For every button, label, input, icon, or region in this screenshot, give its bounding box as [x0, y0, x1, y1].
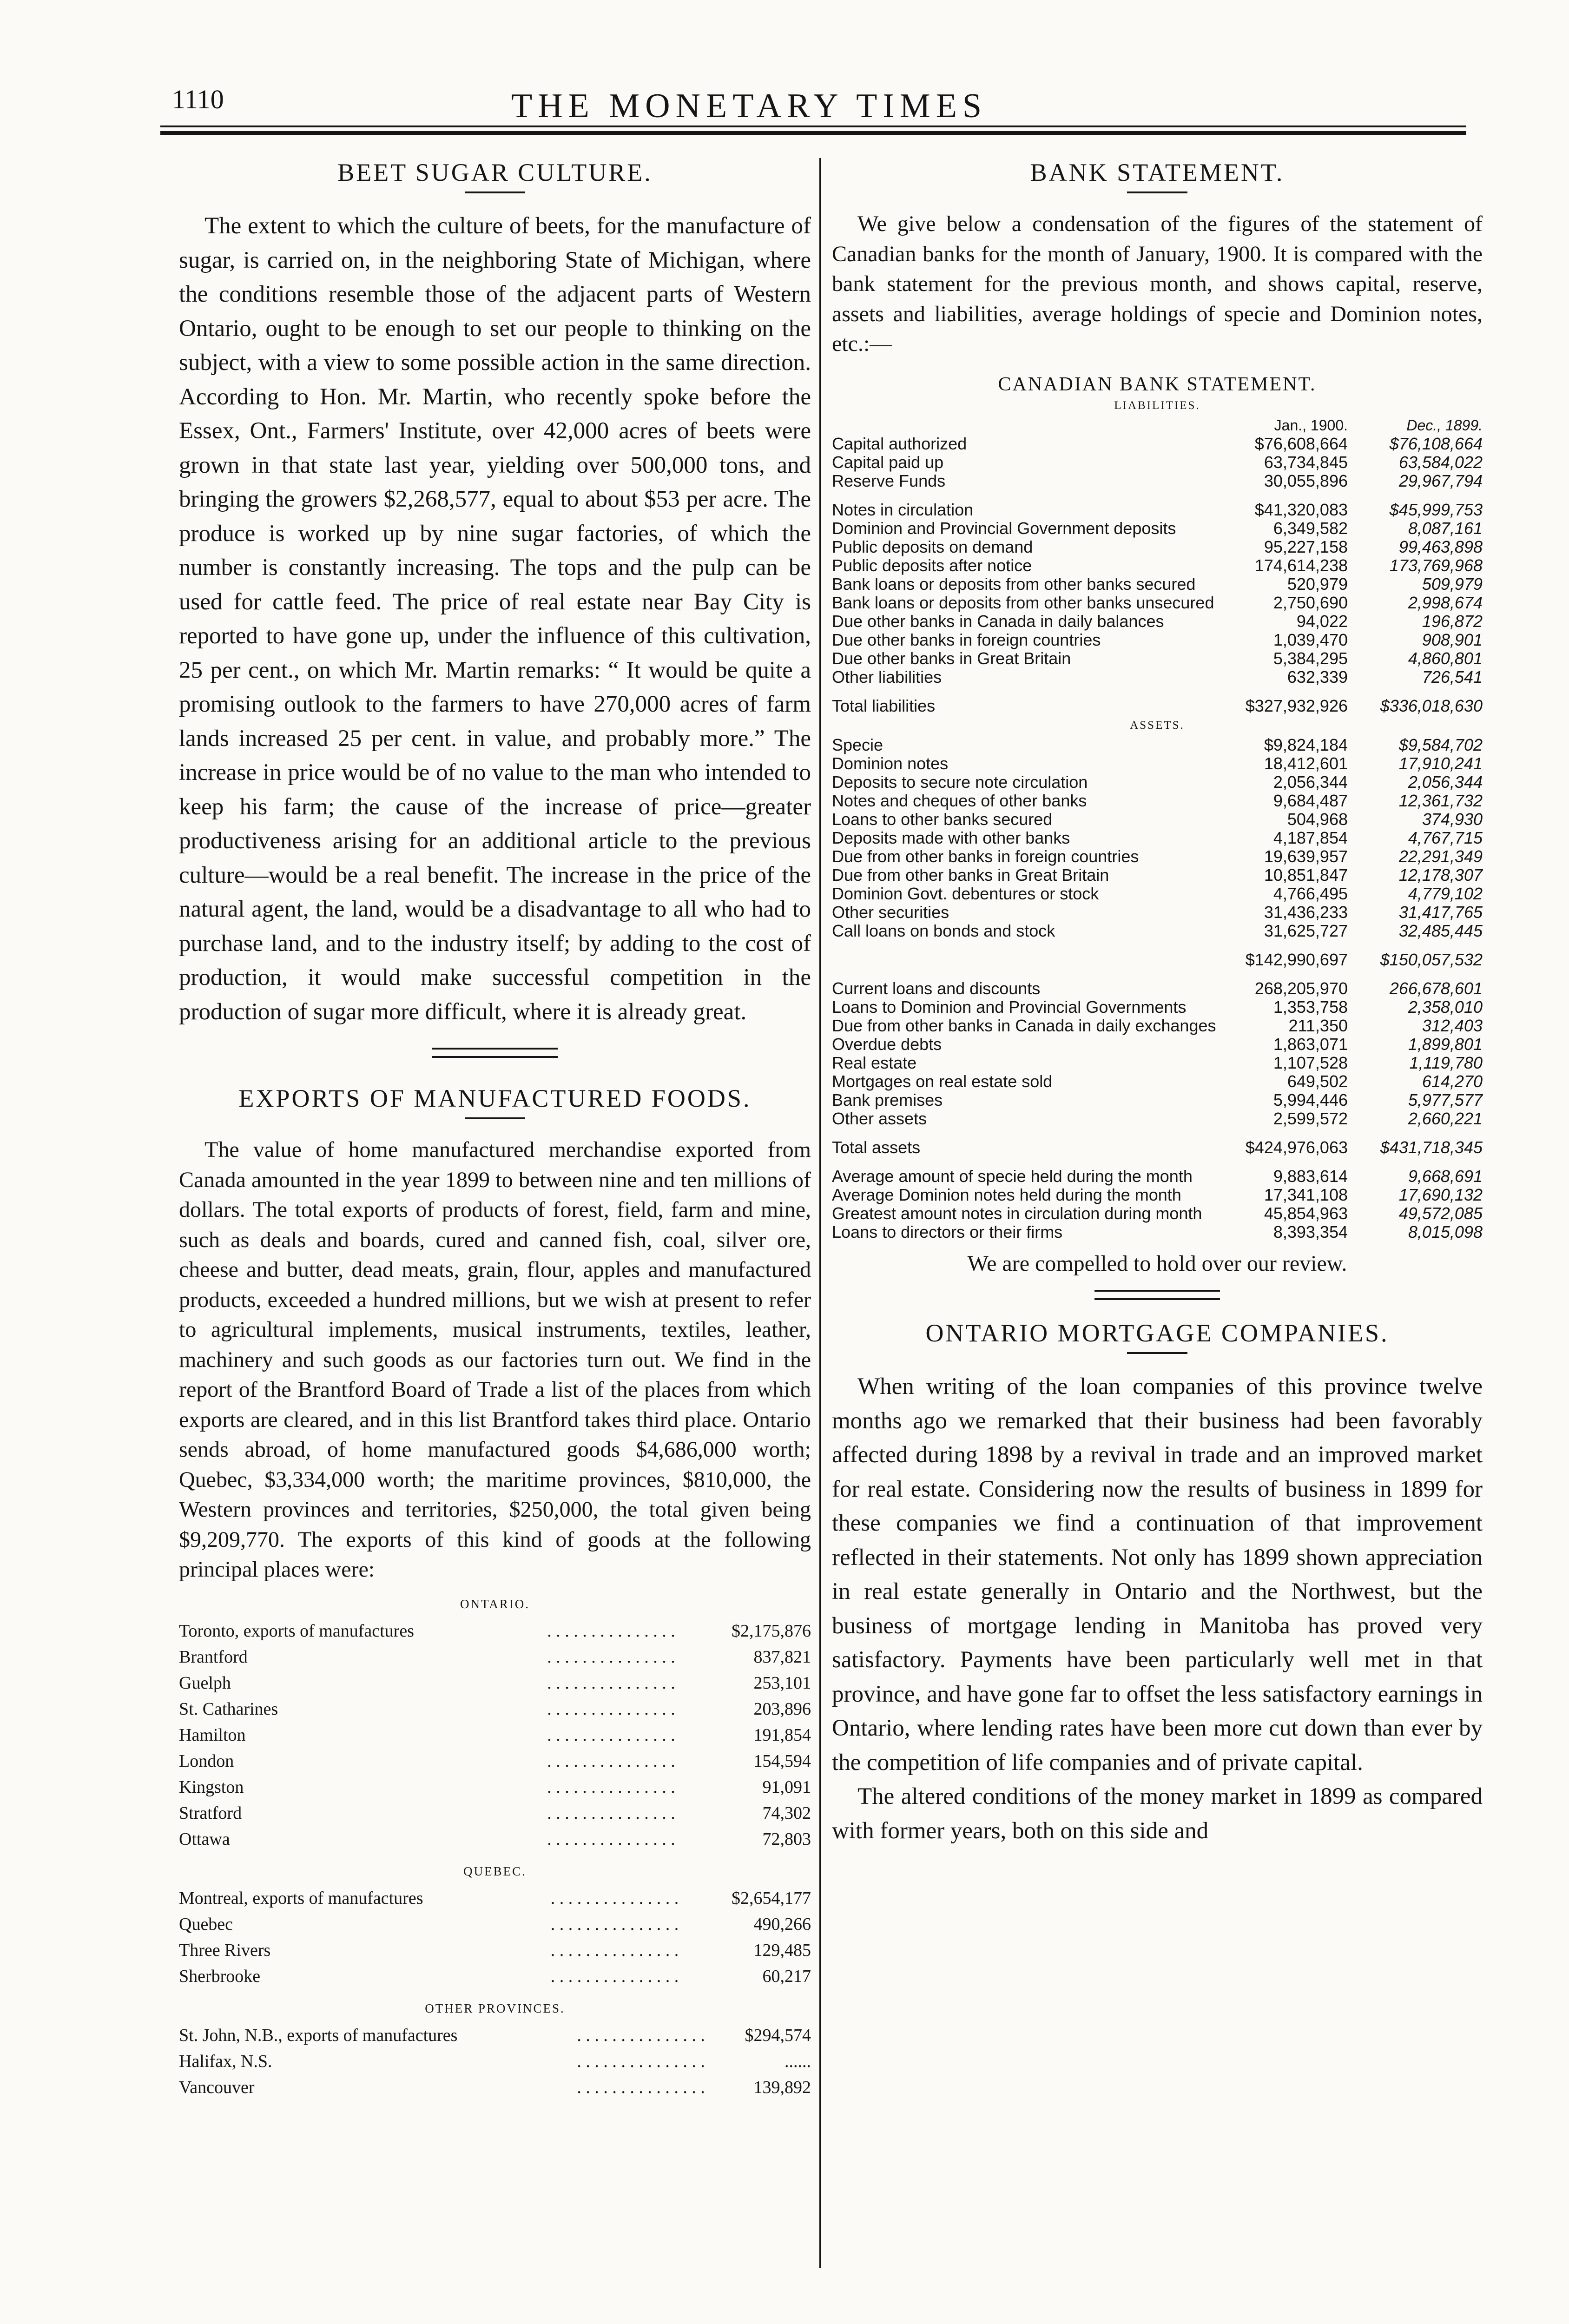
export-place: Three Rivers — [179, 1940, 271, 1960]
table-row — [179, 2074, 811, 2100]
value-dec: 31,417,765 — [1398, 902, 1483, 922]
value-dec: 12,361,732 — [1398, 791, 1483, 810]
row-label — [832, 940, 1227, 969]
value-dec: 614,270 — [1422, 1071, 1483, 1091]
value-jan: 18,412,601 — [1264, 753, 1348, 773]
liabilities-body — [832, 435, 1483, 715]
exports-table — [179, 1885, 811, 1989]
value-dec: 266,678,601 — [1389, 978, 1483, 998]
value-dec: $76,108,664 — [1389, 434, 1483, 453]
exports-tables — [179, 1597, 811, 2100]
export-value: 191,854 — [753, 1725, 811, 1745]
table-row — [179, 2022, 811, 2048]
export-place: Sherbrooke — [179, 1966, 261, 1986]
title-dash — [1127, 1352, 1187, 1354]
value-dec: $150,057,532 — [1380, 950, 1483, 969]
row-label: Dominion notes — [832, 753, 949, 773]
table-row — [832, 1109, 1483, 1128]
row-label: Deposits made with other banks — [832, 828, 1070, 847]
value-dec: 1,119,780 — [1409, 1053, 1483, 1072]
row-label: Public deposits after notice — [832, 555, 1032, 575]
value-dec: 17,690,132 — [1398, 1185, 1483, 1204]
table-row — [832, 998, 1483, 1017]
value-jan: 10,851,847 — [1264, 865, 1348, 885]
dot-leader: . . . . . . . . . . . . . . . — [547, 1725, 675, 1745]
exports-group-label: OTHER PROVINCES. — [425, 2001, 565, 2015]
title-dash — [1127, 191, 1187, 193]
value-jan: 94,022 — [1296, 611, 1348, 631]
row-label: Notes in circulation — [832, 500, 974, 519]
row-label: Bank loans or deposits from other banks secured — [832, 574, 1196, 594]
export-value: ...... — [784, 2051, 811, 2071]
beet-title: BEET SUGAR CULTURE. — [337, 158, 653, 186]
header-rule-top — [160, 125, 1466, 127]
value-dec: 17,910,241 — [1398, 753, 1483, 773]
table-row — [832, 754, 1483, 773]
value-dec: 49,572,085 — [1398, 1203, 1483, 1223]
value-dec: 374,930 — [1422, 809, 1483, 829]
row-label: Overdue debts — [832, 1034, 942, 1054]
value-dec: 2,358,010 — [1408, 997, 1483, 1017]
exports-body: The value of home manufactured merchandise exported from Canada amounted in the year 1899 to between nine and ten millions of dollars. The total exports of products of forest, field, farm and mine, such as deals and boards, cured and canned fish, coal, silver ore, cheese and butter, dead meats, grain, flour, apples and manufactured products, exceeded a hundred millions, but we wish at present to refer to agricultural implements, musical instruments, textiles, leather, machinery and such goods as our factories turn out. We find in the report of the Brantford Board of Trade a list of the places from which exports are cleared, and in this list Brantford takes third place. Ontario sends abroad, of home manufactured goods $4,686,000 worth; Quebec, $3,334,000 worth; the maritime provinces, $810,000, the Western provinces and territories, $250,000, the total given being $9,209,770. The exports of this kind of goods at the following principal places were: — [179, 1137, 811, 1582]
row-label: Loans to other banks secured — [832, 809, 1053, 829]
table-row — [832, 1072, 1483, 1091]
table-row — [832, 940, 1483, 969]
table-row — [832, 969, 1483, 998]
value-dec: 312,403 — [1422, 1016, 1483, 1035]
export-place: Quebec — [179, 1914, 233, 1934]
value-jan: 1,039,470 — [1273, 630, 1348, 649]
value-dec: 63,584,022 — [1398, 452, 1483, 472]
dot-leader: . . . . . . . . . . . . . . . — [550, 1940, 679, 1960]
value-jan: 632,339 — [1287, 667, 1348, 687]
table-row — [832, 1204, 1483, 1223]
table-row — [179, 1774, 811, 1800]
value-jan: 174,614,238 — [1254, 555, 1348, 575]
dot-leader: . . . . . . . . . . . . . . . — [547, 1803, 675, 1823]
value-jan: $41,320,083 — [1254, 500, 1348, 519]
value-dec: 22,291,349 — [1398, 846, 1483, 866]
row-label: Due from other banks in Canada in daily exchanges — [832, 1016, 1216, 1035]
row-label: Due from other banks in foreign countries — [832, 846, 1139, 866]
other-body — [832, 1157, 1483, 1241]
table-row — [179, 1937, 811, 1963]
table-row — [832, 1128, 1483, 1157]
title-dash — [465, 1117, 525, 1119]
exports-title: EXPORTS OF MANUFACTURED FOODS. — [238, 1084, 752, 1112]
export-value: 91,091 — [762, 1777, 811, 1797]
export-value: 129,485 — [753, 1940, 811, 1960]
value-dec: 32,485,445 — [1398, 921, 1483, 940]
row-label: Loans to directors or their firms — [832, 1222, 1063, 1241]
row-label: Other assets — [832, 1109, 927, 1128]
export-value: $2,175,876 — [732, 1621, 811, 1641]
value-dec: 8,087,161 — [1408, 518, 1483, 538]
export-value: 154,594 — [753, 1751, 811, 1771]
table-row — [179, 1826, 811, 1852]
value-jan: 45,854,963 — [1264, 1203, 1348, 1223]
value-jan: 4,187,854 — [1273, 828, 1348, 847]
value-jan: 1,353,758 — [1273, 997, 1348, 1017]
value-jan: $76,608,664 — [1254, 434, 1348, 453]
table-row — [832, 538, 1483, 556]
export-place: London — [179, 1751, 234, 1771]
row-label: Due from other banks in Great Britain — [832, 865, 1109, 885]
value-jan: 2,599,572 — [1273, 1109, 1348, 1128]
ontario-title: ONTARIO MORTGAGE COMPANIES. — [925, 1319, 1389, 1347]
page-number: 1110 — [172, 84, 224, 114]
row-label: Total assets — [832, 1137, 921, 1157]
value-dec: 509,979 — [1422, 574, 1483, 594]
col-dec: Dec., 1899. — [1406, 416, 1483, 434]
table-row — [832, 847, 1483, 866]
value-dec: 908,901 — [1422, 630, 1483, 649]
row-label: Call loans on bonds and stock — [832, 921, 1055, 940]
table-row — [832, 631, 1483, 649]
value-dec: 12,178,307 — [1398, 865, 1483, 885]
exports-group-label: ONTARIO. — [460, 1597, 530, 1611]
export-place: St. Catharines — [179, 1699, 278, 1719]
bank-intro: We give below a condensation of the figures of the statement of Canadian banks for the month of January, 1900. It is compared with the bank statement for the previous month, and shows capital, reserve, assets and liabilities, average holdings of specie and Dominion notes, etc.:— — [832, 211, 1483, 356]
row-label: Deposits to secure note circulation — [832, 772, 1088, 792]
value-jan: 504,968 — [1287, 809, 1348, 829]
table-row — [832, 1017, 1483, 1035]
value-jan: 9,684,487 — [1273, 791, 1348, 810]
row-label: Capital paid up — [832, 452, 944, 472]
value-dec: 8,015,098 — [1408, 1222, 1483, 1241]
ontario-p1: When writing of the loan companies of this province twelve months ago we remarked that their business had been favorably affected during 1898 by a revival in trade and an improved market for real estate. Considering now the results of business in 1899 for these companies we find a continuation of that improvement reflected in their statements. Not only has 1899 shown appreciation in real estate generally in Ontario and the Northwest, but the business of mortgage lending in Manitoba has proved very satisfactory. Payments have been particularly well met in that province, and have gone far to offset the less satisfactory earnings in Ontario, where lending rates have been more cut down than ever by the competition of life companies and of private capital. — [832, 1373, 1483, 1776]
row-label: Total liabilities — [832, 696, 936, 715]
export-place: Guelph — [179, 1673, 231, 1693]
export-value: 60,217 — [762, 1966, 811, 1986]
export-place: Brantford — [179, 1647, 248, 1667]
dot-leader: . . . . . . . . . . . . . . . — [547, 1829, 675, 1849]
column-divider — [819, 158, 821, 2268]
export-place: Ottawa — [179, 1829, 230, 1849]
row-label: Due other banks in Canada in daily balances — [832, 611, 1164, 631]
value-dec: 726,541 — [1422, 667, 1483, 687]
table-row — [179, 1885, 811, 1911]
table-row — [832, 594, 1483, 612]
row-label: Current loans and discounts — [832, 978, 1041, 998]
row-label: Public deposits on demand — [832, 537, 1033, 556]
row-label: Specie — [832, 735, 883, 754]
value-dec: 4,767,715 — [1408, 828, 1483, 847]
table-row — [832, 519, 1483, 538]
ontario-p2: The altered conditions of the money market in 1899 as compared with former years, both on this side and — [832, 1783, 1483, 1844]
export-value: 253,101 — [753, 1673, 811, 1693]
value-jan: 63,734,845 — [1264, 452, 1348, 472]
row-label: Average Dominion notes held during the month — [832, 1185, 1181, 1204]
value-jan: $9,824,184 — [1264, 735, 1348, 754]
table-row — [832, 885, 1483, 903]
value-jan: $424,976,063 — [1245, 1137, 1348, 1157]
value-jan: 2,056,344 — [1273, 772, 1348, 792]
row-label: Greatest amount notes in circulation during month — [832, 1203, 1202, 1223]
row-label: Average amount of specie held during the month — [832, 1166, 1193, 1186]
masthead-title: THE MONETARY TIMES — [511, 87, 988, 125]
table-row — [832, 792, 1483, 810]
value-jan: 649,502 — [1287, 1071, 1348, 1091]
value-jan: 211,350 — [1288, 1016, 1348, 1035]
table-row — [832, 829, 1483, 847]
table-row — [832, 612, 1483, 631]
bank-closing: We are compelled to hold over our review. — [967, 1251, 1347, 1276]
table-row — [832, 1157, 1483, 1186]
row-label: Notes and cheques of other banks — [832, 791, 1087, 810]
exports-group-label: QUEBEC. — [463, 1864, 527, 1878]
dot-leader: . . . . . . . . . . . . . . . — [547, 1647, 675, 1667]
dot-leader: . . . . . . . . . . . . . . . — [547, 1777, 675, 1797]
export-place: Halifax, N.S. — [179, 2051, 272, 2071]
row-label: Reserve Funds — [832, 471, 946, 490]
export-value: 72,803 — [762, 1829, 811, 1849]
table-row — [832, 922, 1483, 940]
table-row — [832, 1223, 1483, 1241]
table-row — [832, 773, 1483, 792]
dot-leader: . . . . . . . . . . . . . . . — [550, 1966, 679, 1986]
value-dec: 173,769,968 — [1389, 555, 1483, 575]
value-dec: $45,999,753 — [1389, 500, 1483, 519]
export-place: Hamilton — [179, 1725, 246, 1745]
table-row — [179, 1911, 811, 1937]
value-jan: 520,979 — [1287, 574, 1348, 594]
liabilities-label: LIABILITIES. — [1114, 399, 1200, 412]
value-dec: $9,584,702 — [1398, 735, 1483, 754]
dot-leader: . . . . . . . . . . . . . . . — [547, 1621, 675, 1641]
bank-header-row — [832, 416, 1483, 435]
value-jan: 9,883,614 — [1273, 1166, 1348, 1186]
section-divider — [1094, 1290, 1220, 1300]
beet-body: The extent to which the culture of beets, for the manufacture of sugar, is carried on, in the neighboring State of Michigan, where the conditions resemble those of the adjacent parts of Western Ontario, ought to be enough to set our people to thinking on the subject, with a view to some possible action in the same direction. According to Hon. Mr. Martin, who recently spoke before the Essex, Ont., Farmers' Institute, over 42,000 acres of beets were grown in that state last year, yielding over 500,000 tons, and bringing the growers $2,268,577, equal to about $53 per acre. The produce is worked up by nine sugar factories, of which the number is constantly increasing. The tops and the pulp can be used for cattle feed. The price of real estate near Bay City is reported to have gone up, under the influence of this cultivation, 25 per cent., on which Mr. Martin remarks: “ It would be quite a promising outlook to the farmers to have 270,000 acres of farm lands increased 25 per cent. in value, and probably more.” The increase in price would be of no value to the man who intended to keep his farm; the cause of the increase of price—greater productiveness arising for an additional article to the previous culture—would be a real benefit. The increase in the price of the natural agent, the land, would be a disadvantage to all who had to purchase land, and to the industry itself; by adding to the cost of production, it would make successful competition in the production of sugar more difficult, where it is already great. — [179, 213, 811, 1025]
export-place: Vancouver — [179, 2077, 255, 2097]
exports-table — [179, 2022, 811, 2100]
section-divider — [432, 1048, 558, 1058]
value-jan: 31,436,233 — [1264, 902, 1348, 922]
value-jan: 17,341,108 — [1264, 1185, 1348, 1204]
row-label: Mortgages on real estate sold — [832, 1071, 1053, 1091]
assets-body — [832, 736, 1483, 1157]
value-jan: 6,349,582 — [1273, 518, 1348, 538]
row-label: Other liabilities — [832, 667, 942, 687]
bank-table-title: CANADIAN BANK STATEMENT. — [998, 373, 1317, 395]
dot-leader: . . . . . . . . . . . . . . . — [550, 1888, 679, 1908]
value-jan: 2,750,690 — [1273, 593, 1348, 612]
table-row — [832, 649, 1483, 668]
dot-leader: . . . . . . . . . . . . . . . — [547, 1673, 675, 1693]
table-row — [832, 736, 1483, 754]
table-row — [832, 866, 1483, 885]
table-row — [832, 668, 1483, 687]
value-dec: 196,872 — [1422, 611, 1483, 631]
table-row — [179, 1618, 811, 1644]
export-place: Stratford — [179, 1803, 242, 1823]
row-label: Bank loans or deposits from other banks unsecured — [832, 593, 1214, 612]
table-row — [179, 1748, 811, 1774]
header-rule-bottom — [160, 131, 1466, 135]
dot-leader: . . . . . . . . . . . . . . . — [577, 2051, 705, 2071]
value-jan: $142,990,697 — [1245, 950, 1348, 969]
table-row — [832, 1035, 1483, 1054]
table-row — [832, 556, 1483, 575]
value-dec: $431,718,345 — [1380, 1137, 1483, 1157]
export-value: 837,821 — [753, 1647, 811, 1667]
dot-leader: . . . . . . . . . . . . . . . — [577, 2077, 705, 2097]
value-jan: 8,393,354 — [1273, 1222, 1348, 1241]
value-jan: 95,227,158 — [1264, 537, 1348, 556]
table-row — [832, 490, 1483, 519]
row-label: Other securities — [832, 902, 949, 922]
row-label: Due other banks in Great Britain — [832, 648, 1071, 668]
export-place: Toronto, exports of manufactures — [179, 1621, 414, 1641]
dot-leader: . . . . . . . . . . . . . . . — [577, 2025, 705, 2045]
right-column — [832, 149, 1483, 1848]
assets-label: ASSETS. — [1130, 719, 1185, 732]
row-label: Dominion and Provincial Government deposits — [832, 518, 1176, 538]
value-jan: 31,625,727 — [1264, 921, 1348, 940]
table-row — [179, 1644, 811, 1670]
table-row — [832, 453, 1483, 472]
value-dec: 1,899,801 — [1408, 1034, 1483, 1054]
export-value: 203,896 — [753, 1699, 811, 1719]
row-label: Capital authorized — [832, 434, 967, 453]
value-dec: $336,018,630 — [1380, 696, 1483, 715]
row-label: Dominion Govt. debentures or stock — [832, 884, 1099, 903]
assets-table — [832, 736, 1483, 1241]
value-dec: 2,056,344 — [1408, 772, 1483, 792]
table-row — [179, 1800, 811, 1826]
dot-leader: . . . . . . . . . . . . . . . — [547, 1751, 675, 1771]
table-row — [832, 575, 1483, 594]
left-column — [179, 149, 811, 2100]
row-label: Real estate — [832, 1053, 917, 1072]
dot-leader: . . . . . . . . . . . . . . . — [550, 1914, 679, 1934]
export-value: $294,574 — [745, 2025, 811, 2045]
value-dec: 5,977,577 — [1408, 1090, 1483, 1109]
table-row — [179, 1722, 811, 1748]
export-value: 490,266 — [753, 1914, 811, 1934]
table-row — [832, 687, 1483, 715]
title-dash — [465, 191, 525, 193]
exports-table — [179, 1618, 811, 1852]
table-row — [832, 810, 1483, 829]
export-place: Kingston — [179, 1777, 244, 1797]
table-row — [832, 1186, 1483, 1204]
export-place: St. John, N.B., exports of manufactures — [179, 2025, 458, 2045]
value-jan: 1,107,528 — [1273, 1053, 1348, 1072]
table-row — [832, 435, 1483, 453]
value-dec: 99,463,898 — [1398, 537, 1483, 556]
table-row — [832, 1054, 1483, 1072]
table-row — [179, 2048, 811, 2074]
bank-title: BANK STATEMENT. — [1030, 158, 1285, 186]
value-dec: 9,668,691 — [1408, 1166, 1483, 1186]
row-label: Bank premises — [832, 1090, 943, 1109]
value-jan: 1,863,071 — [1273, 1034, 1348, 1054]
col-jan: Jan., 1900. — [1274, 416, 1348, 434]
bank-table — [832, 416, 1483, 715]
value-dec: 2,660,221 — [1408, 1109, 1483, 1128]
table-row — [832, 1091, 1483, 1109]
empty-cell — [832, 416, 1227, 435]
table-row — [179, 1670, 811, 1696]
value-jan: 5,994,446 — [1273, 1090, 1348, 1109]
value-jan: 268,205,970 — [1254, 978, 1348, 998]
value-dec: 2,998,674 — [1408, 593, 1483, 612]
row-label: Loans to Dominion and Provincial Governments — [832, 997, 1187, 1017]
export-value: 74,302 — [762, 1803, 811, 1823]
value-dec: 29,967,794 — [1398, 471, 1483, 490]
table-row — [832, 472, 1483, 490]
dot-leader: . . . . . . . . . . . . . . . — [547, 1699, 675, 1719]
row-label: Due other banks in foreign countries — [832, 630, 1101, 649]
value-jan: $327,932,926 — [1245, 696, 1348, 715]
value-jan: 4,766,495 — [1273, 884, 1348, 903]
export-value: $2,654,177 — [732, 1888, 811, 1908]
value-jan: 5,384,295 — [1273, 648, 1348, 668]
value-dec: 4,860,801 — [1408, 648, 1483, 668]
export-value: 139,892 — [753, 2077, 811, 2097]
export-place: Montreal, exports of manufactures — [179, 1888, 423, 1908]
table-row — [832, 903, 1483, 922]
value-jan: 19,639,957 — [1264, 846, 1348, 866]
value-jan: 30,055,896 — [1264, 471, 1348, 490]
table-row — [179, 1963, 811, 1989]
table-row — [179, 1696, 811, 1722]
value-dec: 4,779,102 — [1408, 884, 1483, 903]
